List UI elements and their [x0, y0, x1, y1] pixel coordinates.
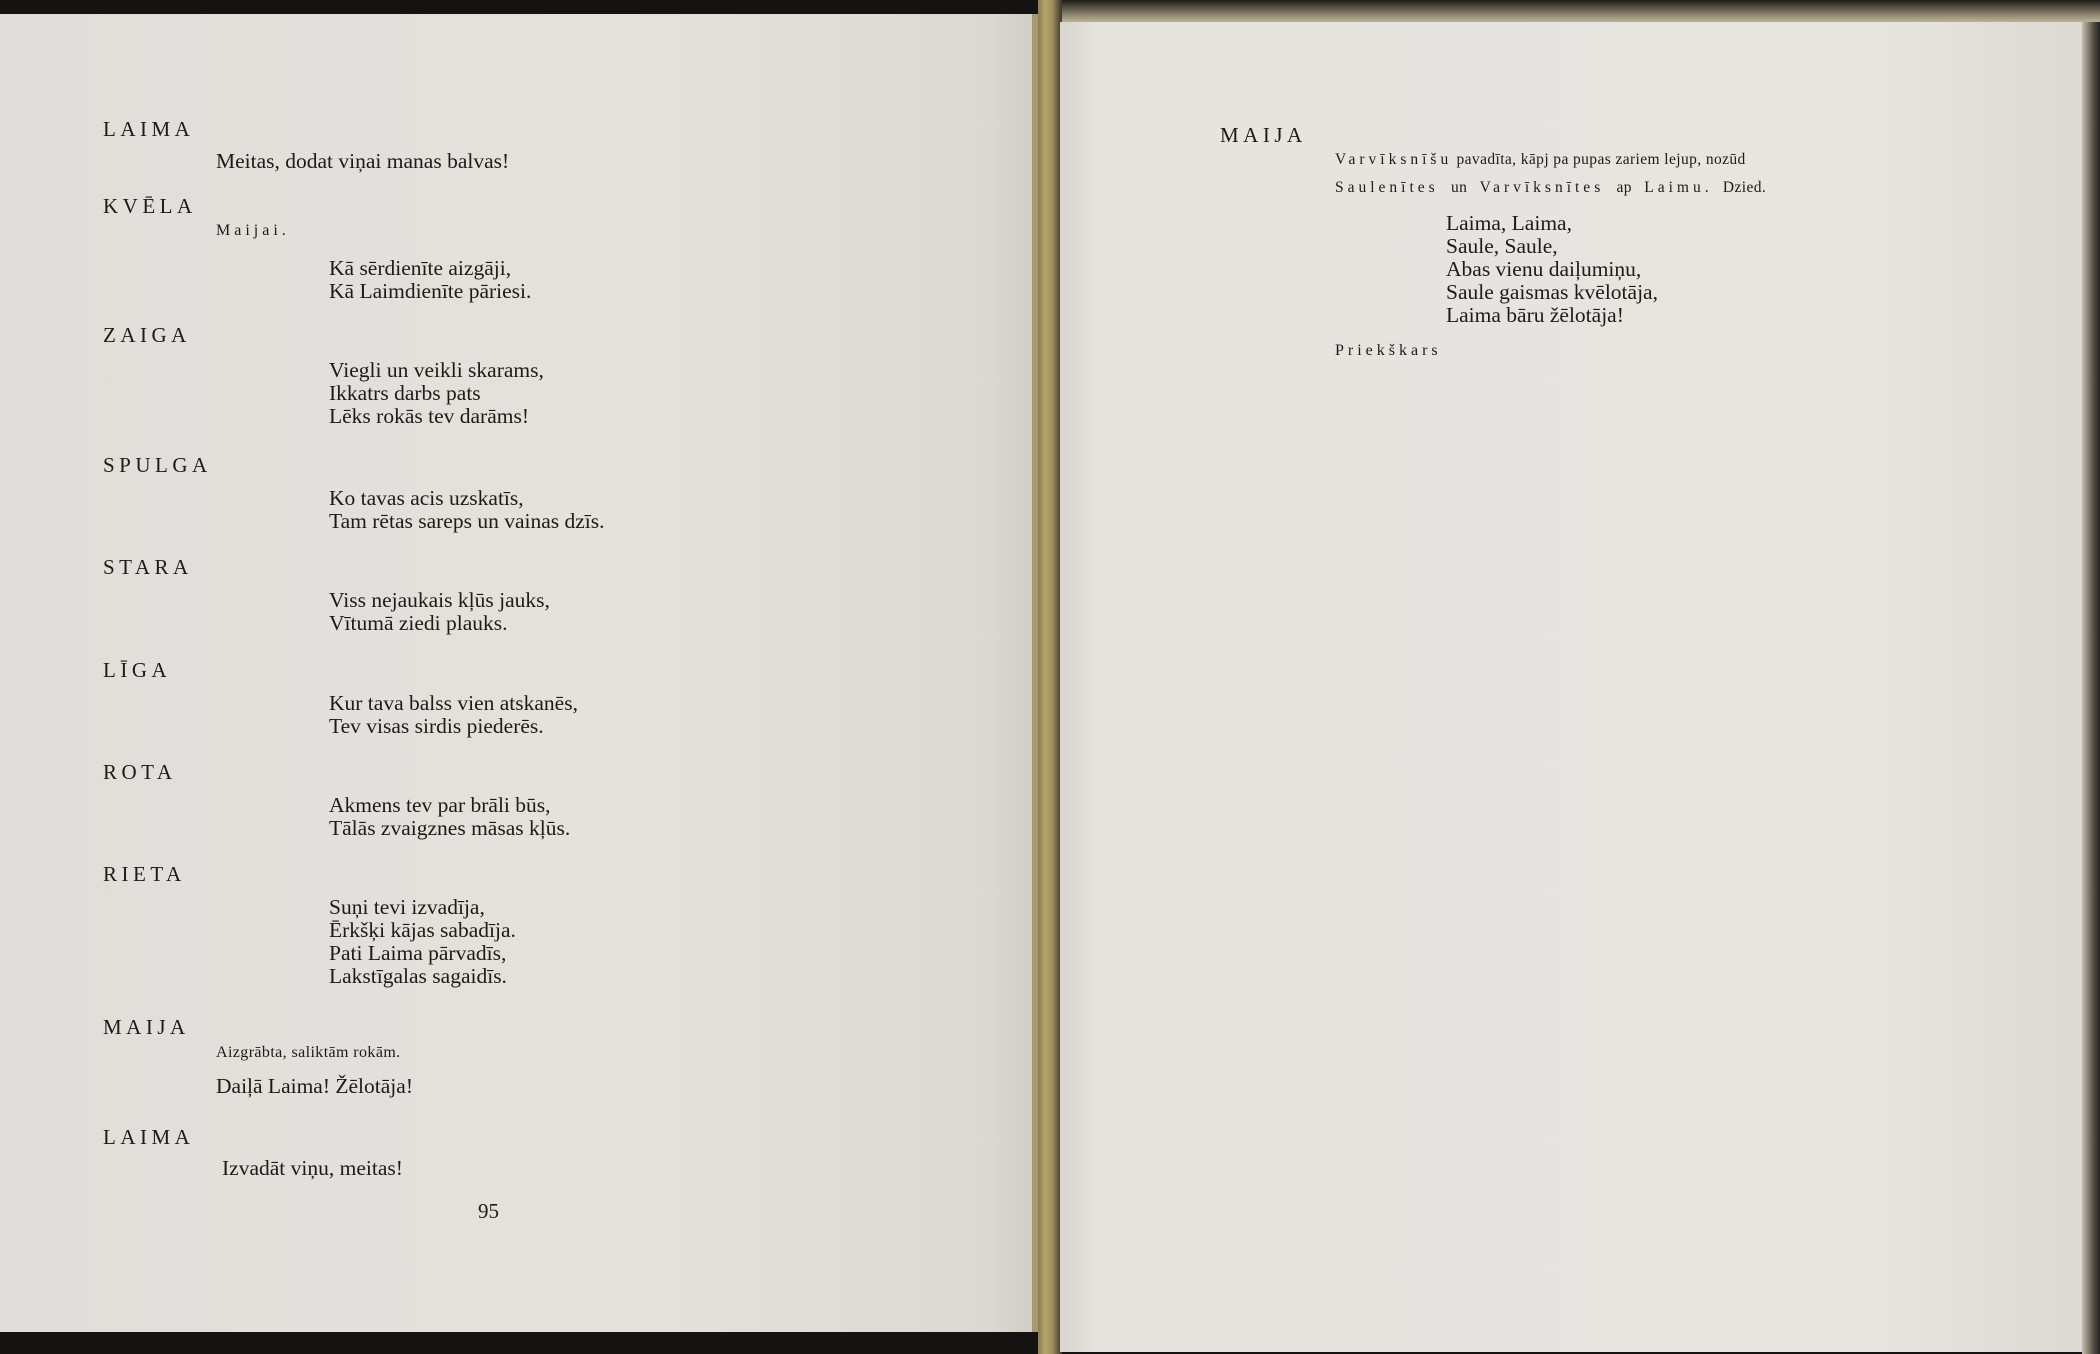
verse: Kur tava balss vien atskanēs, Tev visas sirdis piederēs.: [329, 691, 578, 738]
verse: Laima, Laima, Saule, Saule, Abas vienu daiļumiņu, Saule gaismas kvēlotāja, Laima bāru žēlotāja!: [1446, 211, 1658, 327]
speaker-stara: STARA: [103, 555, 193, 579]
verse: Kā sērdienīte aizgāji, Kā Laimdienīte pāriesi.: [329, 256, 532, 303]
verse: Akmens tev par brāli būs, Tālās zvaigznes māsas kļūs.: [329, 793, 571, 840]
verse: Viegli un veikli skarams, Ikkatrs darbs pats Lēks rokās tev darāms!: [329, 358, 544, 428]
verse: Viss nejaukais kļūs jauks, Vītumā ziedi plauks.: [329, 588, 550, 635]
verse: Ko tavas acis uzskatīs, Tam rētas sareps un vainas dzīs.: [329, 486, 605, 533]
speaker-spulga: SPULGA: [103, 453, 212, 477]
stage-direction: Aizgrābta, saliktām rokām.: [216, 1044, 401, 1061]
right-page: [1060, 22, 2085, 1352]
curtain-direction: Priekškars: [1335, 342, 1442, 359]
speaker-laima: LAIMA: [103, 1125, 195, 1149]
left-page: [0, 14, 1040, 1332]
line: Meitas, dodat viņai manas balvas!: [216, 149, 510, 173]
speaker-rieta: RIETA: [103, 862, 186, 886]
speaker-liga: LĪGA: [103, 658, 172, 682]
verse: Suņi tevi izvadīja, Ērkšķi kājas sabadīja. Pati Laima pārvadīs, Lakstīgalas sagaidīs.: [329, 895, 516, 988]
page-number: 95: [478, 1199, 499, 1223]
stage-direction: Varvīksnīšu pavadīta, kāpj pa pupas zariem lejup, nozūd: [1335, 151, 1746, 168]
stage-direction: Maijai.: [216, 222, 290, 239]
line: Izvadāt viņu, meitas!: [222, 1156, 403, 1180]
book-gutter: [1038, 0, 1062, 1354]
speaker-laima: LAIMA: [103, 117, 195, 141]
speaker-rota: ROTA: [103, 760, 177, 784]
line: Daiļā Laima! Žēlotāja!: [216, 1074, 413, 1098]
speaker-kvela: KVĒLA: [103, 194, 197, 218]
speaker-zaiga: ZAIGA: [103, 323, 191, 347]
stage-direction: Saulenītes un Varvīksnītes ap Laimu. Dzied.: [1335, 179, 1767, 196]
speaker-maija: MAIJA: [103, 1015, 190, 1039]
book-edge: [2082, 22, 2100, 1354]
speaker-maija: MAIJA: [1220, 123, 1307, 147]
